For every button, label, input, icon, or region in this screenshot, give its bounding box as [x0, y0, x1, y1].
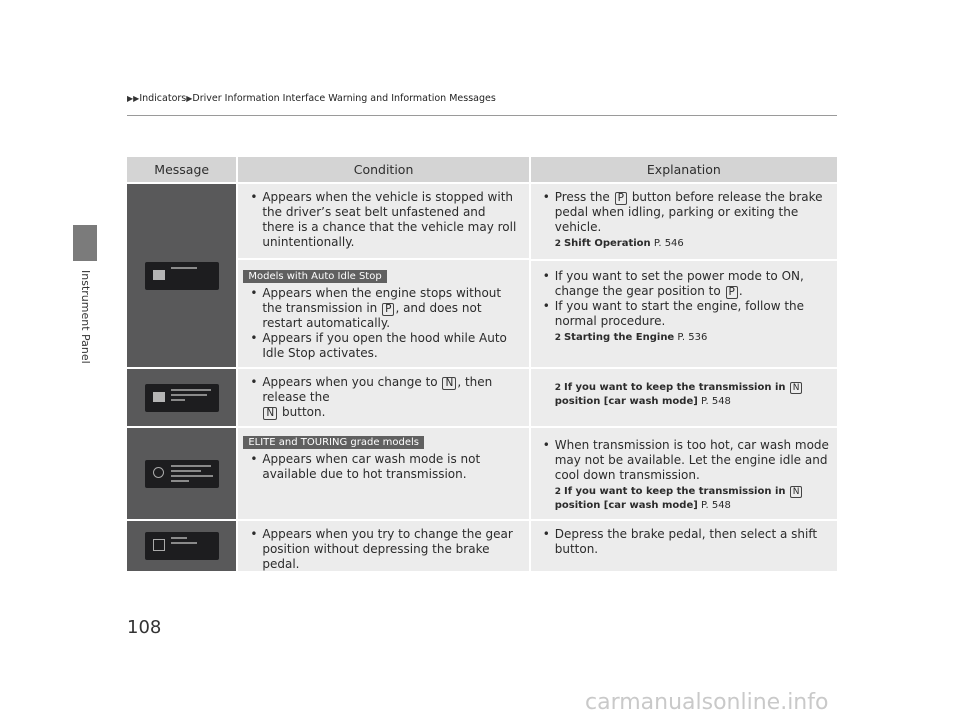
table-row — [127, 184, 837, 367]
messages-table — [127, 157, 837, 571]
key-n-icon: N — [442, 377, 456, 390]
header-rule — [127, 115, 837, 116]
alert-circle-icon — [153, 467, 164, 478]
page-number: 108 — [127, 617, 162, 638]
seatbelt-warning-display-icon — [145, 262, 219, 290]
condition-cell — [238, 369, 528, 426]
explanation-text: • If you want to set the power mode to ON, change the gear position to P . — [541, 269, 829, 299]
cross-reference-link[interactable]: 2 Shift Operation P. 546 — [554, 238, 684, 249]
warning-glyph-icon — [153, 270, 165, 280]
key-p-icon: P — [382, 303, 394, 316]
condition-text: • Appears when you try to change the gear position without depressing the brake pedal. — [248, 527, 520, 572]
watermark-text: carmanualsonline.info — [585, 690, 829, 715]
condition-cell — [238, 184, 528, 367]
key-n-icon: N — [263, 407, 277, 420]
table-row — [127, 521, 837, 571]
condition-text: • Appears when the vehicle is stopped with the driver’s seat belt unfastened and there is a chance that the vehicle may roll unintentionally. — [248, 190, 520, 250]
breadcrumb-item-indicators[interactable]: Indicators — [139, 93, 187, 104]
car-wash-unavailable-display-icon — [145, 460, 219, 488]
explanation-text: • When transmission is too hot, car wash mode may not be available. Let the engine idle and cool down transmission. — [541, 438, 829, 483]
header-condition: Condition — [353, 162, 414, 177]
breadcrumb-item-messages[interactable]: Driver Information Interface Warning and Information Messages — [192, 93, 496, 104]
explanation-cell — [531, 369, 837, 426]
message-cell — [127, 369, 236, 426]
key-p-icon: P — [615, 192, 627, 205]
condition-text: • Appears when you change to N , then release the N button. — [248, 375, 520, 420]
table-row — [127, 369, 837, 426]
key-n-icon: N — [790, 382, 803, 394]
condition-cell — [238, 521, 528, 571]
reference-icon: 2 — [554, 383, 561, 393]
explanation-cell — [531, 521, 837, 571]
breadcrumb — [127, 93, 496, 104]
brake-pedal-display-icon — [145, 532, 219, 560]
model-badge: ELITE and TOURING grade models — [243, 436, 424, 449]
cross-reference-link[interactable]: 2 If you want to keep the transmission in N position [car wash mode] P. 548 — [541, 381, 829, 409]
message-cell — [127, 428, 236, 519]
cross-reference-link[interactable]: 2 Starting the Engine P. 536 — [554, 332, 708, 343]
model-badge: Models with Auto Idle Stop — [243, 270, 386, 283]
breadcrumb-separator-icon: ▶ — [186, 94, 193, 103]
key-n-icon: N — [790, 486, 803, 498]
explanation-cell — [531, 184, 837, 367]
header-explanation: Explanation — [646, 162, 721, 177]
key-p-icon: P — [726, 286, 738, 299]
chapter-tab — [73, 225, 97, 261]
reference-icon: 2 — [554, 333, 561, 343]
header-message: Message — [154, 162, 210, 177]
condition-text: • Appears if you open the hood while Auto Idle Stop activates. — [248, 331, 520, 361]
neutral-mode-display-icon — [145, 384, 219, 412]
condition-text: • Appears when car wash mode is not available due to hot transmission. — [248, 452, 520, 482]
chapter-label: Instrument Panel — [79, 270, 92, 364]
table-row — [127, 428, 837, 519]
reference-icon: 2 — [554, 487, 561, 497]
shift-button-icon — [153, 539, 165, 551]
explanation-text: • Press the P button before release the brake pedal when idling, parking or exiting the vehicle. — [541, 190, 829, 235]
condition-text: • Appears when the engine stops without the transmission in P , and does not restart automatically. — [248, 286, 520, 331]
cross-reference-link[interactable]: 2 If you want to keep the transmission in N position [car wash mode] P. 548 — [541, 485, 829, 513]
explanation-text: • Depress the brake pedal, then select a shift button. — [541, 527, 829, 557]
explanation-cell — [531, 428, 837, 519]
explanation-text: • If you want to start the engine, follow the normal procedure. — [541, 299, 829, 329]
condition-cell — [238, 428, 528, 519]
warning-glyph-icon — [153, 392, 165, 402]
breadcrumb-arrow-icon: ▶▶ — [127, 94, 140, 103]
reference-icon: 2 — [554, 239, 561, 249]
message-cell — [127, 184, 236, 367]
message-cell — [127, 521, 236, 571]
table-header — [127, 157, 837, 182]
